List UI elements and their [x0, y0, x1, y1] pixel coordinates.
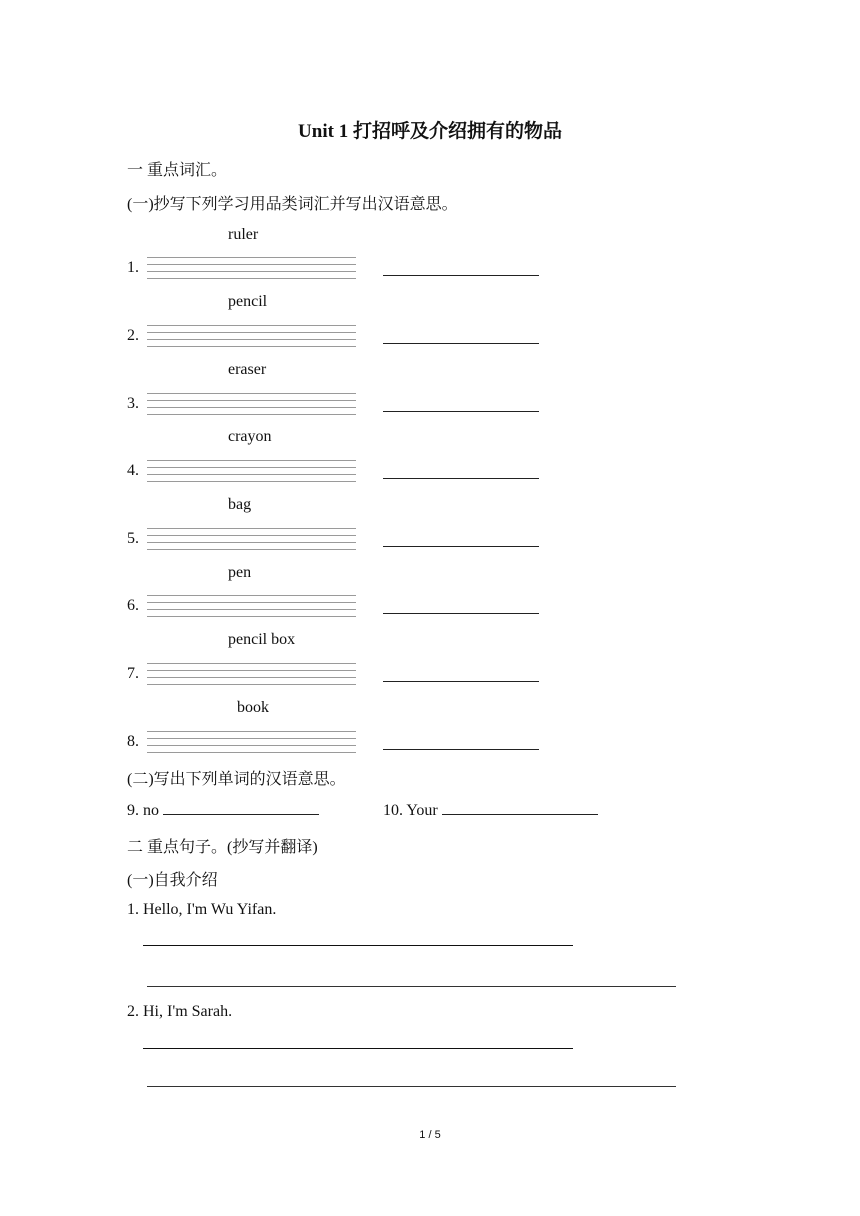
copy-writing-lines[interactable]: [147, 325, 356, 347]
copy-writing-lines[interactable]: [147, 257, 356, 279]
question-10-label: 10. Your: [383, 802, 438, 819]
translation-line[interactable]: [147, 986, 676, 987]
vocab-number: 5.: [127, 530, 139, 547]
question-10: [383, 800, 598, 820]
vocab-number: 1.: [127, 259, 139, 276]
vocab-word: bag: [228, 496, 252, 513]
copy-writing-lines[interactable]: [147, 731, 356, 753]
vocab-word: ruler: [228, 226, 259, 243]
vocab-number: 3.: [127, 395, 139, 412]
copy-writing-lines[interactable]: [147, 393, 356, 415]
meaning-blank[interactable]: [383, 546, 539, 547]
vocab-word: pencil box: [228, 631, 296, 648]
meaning-blank[interactable]: [383, 411, 539, 412]
meaning-blank[interactable]: [383, 681, 539, 682]
page-title: Unit 1 打招呼及介绍拥有的物品: [298, 121, 562, 142]
question-9-label: 9. no: [127, 802, 159, 819]
meaning-blank[interactable]: [383, 343, 539, 344]
copy-line[interactable]: [143, 1048, 573, 1049]
sentence-2: 2. Hi, I'm Sarah.: [127, 1003, 233, 1020]
vocab-word: pen: [228, 564, 252, 581]
copy-line[interactable]: [143, 945, 573, 946]
vocab-number: 4.: [127, 462, 139, 479]
meaning-blank[interactable]: [383, 749, 539, 750]
meaning-blank[interactable]: [383, 275, 539, 276]
vocab-word: pencil: [228, 293, 268, 310]
sentence-1: 1. Hello, I'm Wu Yifan.: [127, 901, 277, 918]
section-heading-sentences: 二 重点句子。(抄写并翻译): [127, 839, 318, 856]
question-9: [127, 800, 319, 820]
translation-line[interactable]: [147, 1086, 676, 1087]
vocab-number: 6.: [127, 597, 139, 614]
meaning-blank[interactable]: [383, 478, 539, 479]
vocab-word: crayon: [228, 428, 272, 445]
instruction-copy-vocabulary: (一)抄写下列学习用品类词汇并写出汉语意思。: [127, 196, 458, 213]
meaning-blank[interactable]: [383, 613, 539, 614]
answer-blank-10[interactable]: [442, 800, 598, 815]
copy-writing-lines[interactable]: [147, 595, 356, 617]
vocab-number: 8.: [127, 733, 139, 750]
section-heading-vocabulary: 一 重点词汇。: [127, 162, 228, 179]
answer-blank-9[interactable]: [163, 800, 319, 815]
vocab-number: 2.: [127, 327, 139, 344]
copy-writing-lines[interactable]: [147, 460, 356, 482]
subsection-self-introduction: (一)自我介绍: [127, 872, 218, 889]
instruction-word-meaning: (二)写出下列单词的汉语意思。: [127, 771, 346, 788]
vocab-number: 7.: [127, 665, 139, 682]
copy-writing-lines[interactable]: [147, 663, 356, 685]
vocab-word: eraser: [228, 361, 267, 378]
copy-writing-lines[interactable]: [147, 528, 356, 550]
vocab-word: book: [237, 699, 269, 716]
page-number: 1 / 5: [419, 1129, 441, 1141]
